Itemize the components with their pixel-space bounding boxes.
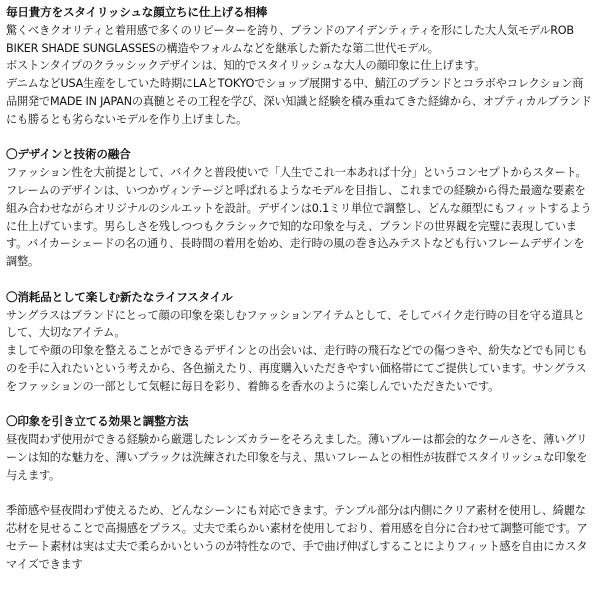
- lifestyle-heading: 〇消耗品として楽しむ新たなライフスタイル: [6, 289, 233, 304]
- lens-heading: 〇印象を引き立てる効果と調整方法: [6, 414, 189, 429]
- design-paragraph: ファッション性を大前提として、バイクと普段使いで「人生でこれ一本あれば十分」というコンセプトからスタート。フレームのデザインは、いつかヴィンテージと呼ばれるようなモデルを目指し、これまでの経験から得た最適な要素を組み合わせながらオリジナルのシルエットを設計。デザインは0.1ミリ単位で調整し、どんな顔型にもフィットするように仕上げています。男らしさを残しつつもクラシックで知的な印象を与え、ブランドの世界観を完璧に表現しています。バイカーシェードの名の通り、長時間の着用を始め、走行時の風の巻き込みテストなども行いフレームデザインを調整。: [6, 166, 592, 269]
- section-spacer: [6, 271, 594, 289]
- section-spacer: [6, 396, 594, 414]
- intro-paragraph-3: デニムなどUSA生産をしていた時期にLAとTOKYOでショップ展開する中、鯖江のブランドとコラボやコレクション商品開発でMADE IN JAPANの真髄とその工程を学び、深い知識と経験を積み重ねてきた経緯から、オプティカルブランドにも勝るとも劣らないモデルを作り上げました。: [6, 77, 592, 126]
- intro-paragraph-1: 驚くべきクオリティと着用感で多くのリピーターを誇り、ブランドのアイデンティティを形にした大人気モデルROB BIKER SHADE SUNGLASSESの構造やフォルムなどを継承した新たな第二世代モデル。: [6, 23, 574, 55]
- closing-paragraph: 季節感や昼夜問わず使えるため、どんなシーンにも対応できます。テンプル部分は内側にクリア素材を使用し、綺麗な芯材を見せることで高揚感をプラス。丈夫で柔らかい素材を使用しており、着用感を自分に合わせて調整可能です。アセテート素材は実は丈夫で柔らかいというのが特性なので、手で曲げ伸ばしすることによりフィット感を自由にカスタマイズできます: [6, 504, 588, 571]
- design-heading: 〇デザインと技術の融合: [6, 147, 131, 162]
- lifestyle-paragraph-2: ましてや顔の印象を整えることができるデザインとの出会いは、走行時の飛石などでの傷つきや、紛失などでも同じものを手に入れたいという考えから、各色揃えたり、再度購入いただきやすい価格帯にてご提供しています。サングラスをファッションの一部として気軽に毎日を彩り、着飾るを香水のように楽しんでいただきたいです。: [6, 344, 588, 393]
- section-spacer: [6, 485, 594, 503]
- lens-paragraph: 昼夜問わず使用ができる経験から厳選したレンズカラーをそろえました。薄いブルーは都会的なクールさを、薄いグリーンは知的な魅力を、薄いブラックは洗練された印象を与え、黒いフレームとの相性が抜群でスタイリッシュな印象を与えます。: [6, 433, 588, 482]
- intro-paragraph-2: ボストンタイプのクラッシックデザインは、知的でスタイリッシュな大人の顔印象に仕上げます。: [6, 59, 486, 73]
- section-spacer: [6, 129, 594, 147]
- intro-heading: 毎日貴方をスタイリッシュな顔立ちに仕上げる相棒: [6, 5, 268, 19]
- lifestyle-paragraph-1: サングラスはブランドにとって顔の印象を楽しむファッションアイテムとして、そしてバイク走行時の目を守る道具として、大切なアイテム。: [6, 308, 585, 340]
